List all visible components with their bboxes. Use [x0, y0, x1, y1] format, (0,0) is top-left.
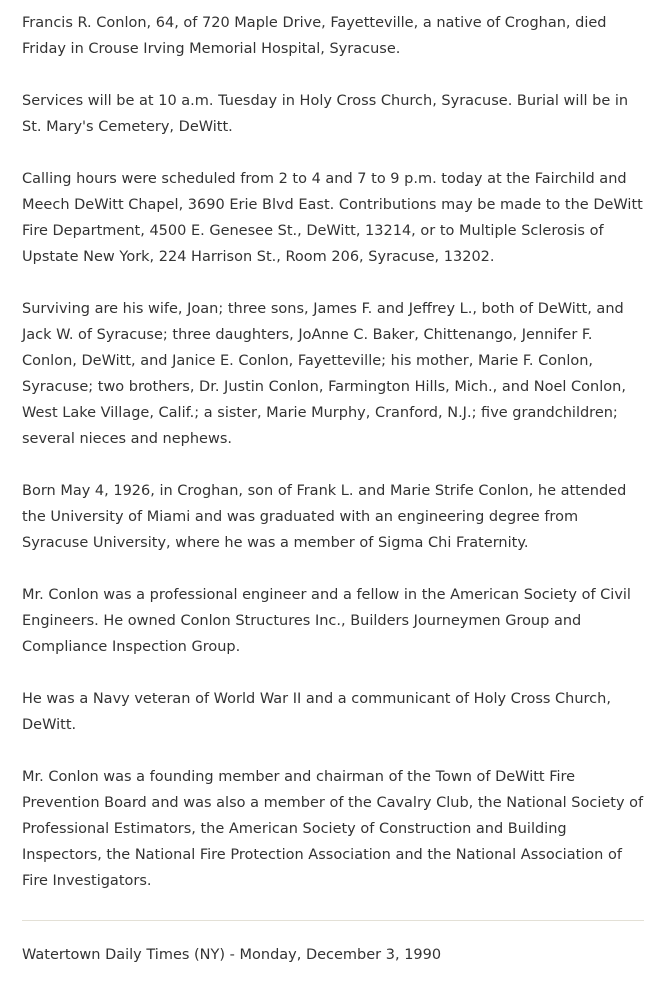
paragraph-career: Mr. Conlon was a professional engineer and a fellow in the American Society of Civil Engineers. He owned Conlon Structures Inc., Builders Journeymen Group and Compliance Inspection Group.	[22, 587, 631, 655]
paragraph-survivors: Surviving are his wife, Joan; three sons, James F. and Jeffrey L., both of DeWitt, and Jack W. of Syracuse; three daughters, JoAnne C. Baker, Chittenango, Jennifer F. Conlon, DeWitt, and Janice E. Conlon, Fayetteville; his mother, Marie F. Conlon, Syracuse; two brothers, Dr. Justin Conlon, Farmington Hills, Mich., and Noel Conlon, West Lake Village, Calif.; a sister, Marie Murphy, Cranford, N.J.; five grandchildren; several nieces and nephews.	[22, 301, 626, 447]
paragraph-services: Services will be at 10 a.m. Tuesday in Holy Cross Church, Syracuse. Burial will be in St. Mary's Cemetery, DeWitt.	[22, 93, 629, 135]
paragraph-memberships: Mr. Conlon was a founding member and chairman of the Town of DeWitt Fire Prevention Board and was also a member of the Cavalry Club, the National Society of Professional Estimators, the American Society of Construction and Building Inspectors, the National Fire Protection Association and the National Association of Fire Investigators.	[22, 769, 644, 889]
source-citation: Watertown Daily Times (NY) - Monday, December 3, 1990	[22, 947, 442, 963]
paragraph-biography: Born May 4, 1926, in Croghan, son of Frank L. and Marie Strife Conlon, he attended the University of Miami and was graduated with an engineering degree from Syracuse University, where he was a member of Sigma Chi Fraternity.	[22, 483, 627, 551]
paragraph-military: He was a Navy veteran of World War II and a communicant of Holy Cross Church, DeWitt.	[22, 691, 611, 733]
paragraph-death-notice: Francis R. Conlon, 64, of 720 Maple Drive, Fayetteville, a native of Croghan, died Friday in Crouse Irving Memorial Hospital, Syracuse.	[22, 15, 607, 57]
paragraph-calling-hours: Calling hours were scheduled from 2 to 4 and 7 to 9 p.m. today at the Fairchild and Meech DeWitt Chapel, 3690 Erie Blvd East. Contributions may be made to the DeWitt Fire Department, 4500 E. Genesee St., DeWitt, 13214, or to Multiple Sclerosis of Upstate New York, 224 Harrison St., Room 206, Syracuse, 13202.	[22, 171, 643, 265]
divider	[22, 920, 644, 921]
